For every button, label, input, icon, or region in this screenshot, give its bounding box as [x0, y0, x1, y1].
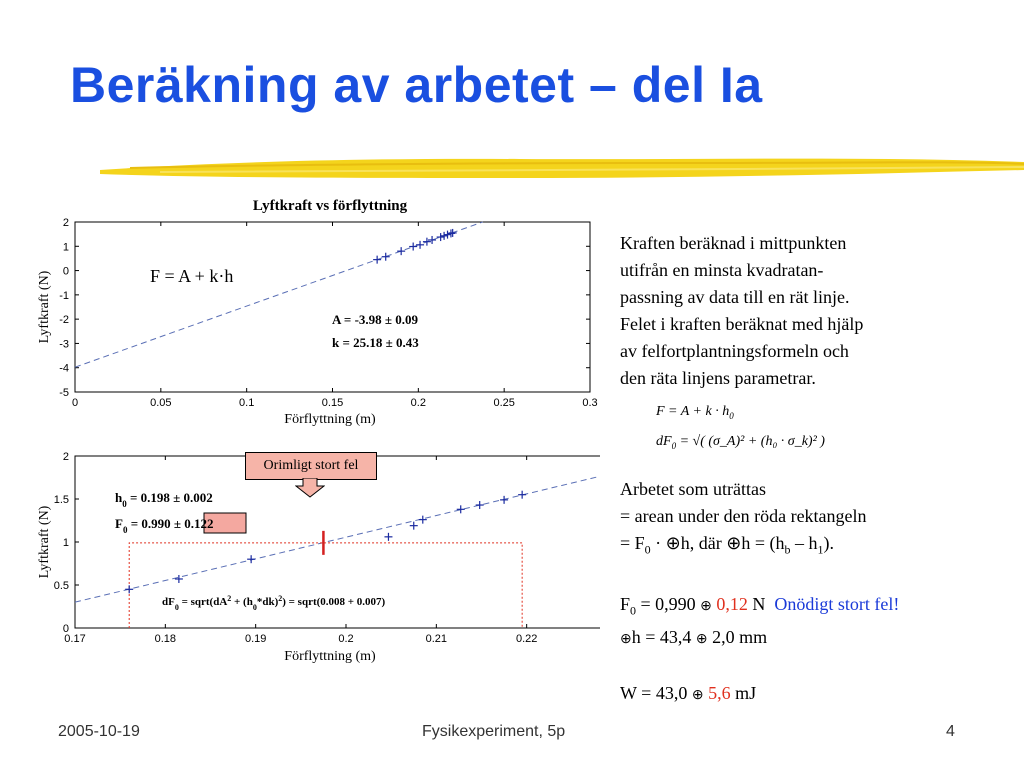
- chart-1-ylabel: Lyftkraft (N): [37, 270, 52, 344]
- y-tick-label: 2: [62, 217, 69, 229]
- y-tick-label: -2: [59, 314, 69, 327]
- explanation-line-6: den räta linjens parametrar.: [620, 368, 816, 388]
- y-tick-label: 0.5: [53, 580, 69, 592]
- chart-2-h0-label: $h_0 = 0.198 \pm 0.002$: [115, 490, 213, 509]
- x-tick-label: 0.2: [338, 633, 354, 645]
- formula-error-propagation: $dF_0$ = √( (σ_A)² + (h₀ · σ_k)² ): [656, 434, 825, 451]
- plus-minus-icon: ⊕: [695, 632, 708, 648]
- chart-2-F0-label: $F_0 = 0.990 \pm 0.122$: [115, 516, 214, 535]
- y-tick-label: -1: [59, 289, 69, 302]
- delta-icon: ⊕: [620, 632, 632, 648]
- footer-page-number: 4: [946, 723, 955, 740]
- x-tick-label: 0.1: [239, 397, 255, 409]
- w-result-line: W = 43,0 ⊕ 5,6 mJ: [620, 683, 757, 704]
- x-tick-label: 0.17: [64, 633, 86, 645]
- chart-2-ylabel: Lyftkraft (N): [37, 505, 52, 579]
- x-tick-label: 0.15: [321, 397, 344, 409]
- x-tick-label: 0.18: [154, 633, 177, 645]
- f0-result-line: $F_0 = 0,990$ ⊕ 0,12 N Onödigt stort fel!: [620, 593, 900, 618]
- x-tick-label: 0.22: [515, 633, 538, 645]
- explanation-line-2: utifrån en minsta kvadratan-: [620, 260, 824, 280]
- y-tick-label: 0: [62, 623, 69, 635]
- y-tick-label: 1: [62, 537, 69, 549]
- plus-minus-icon: ⊕: [691, 688, 704, 704]
- x-tick-label: 0.2: [410, 397, 426, 409]
- y-tick-label: 2: [62, 451, 69, 463]
- chart-2-dF0-label: $dF_0$ = $sqrt(dA^2 + (h_0*dk)^2)$ = sqrt(0.008 + 0.007): [162, 593, 386, 612]
- x-tick-label: 0.05: [150, 397, 172, 409]
- callout-unreasonable-error: Orimligt stort fel: [245, 452, 377, 480]
- y-tick-label: -4: [59, 362, 69, 375]
- y-tick-label: -3: [59, 338, 69, 351]
- y-tick-label: 1: [62, 241, 69, 254]
- footer-date: 2005-10-19: [58, 723, 140, 740]
- chart-1-title: Lyftkraft vs förflyttning: [252, 198, 408, 214]
- work-text: [620, 476, 899, 709]
- chart-1-model-label: F = A + k·h: [150, 266, 234, 286]
- slide-title: Beräkning av arbetet – del Ia: [70, 57, 763, 113]
- chart-1-plot-area: [75, 222, 590, 392]
- explanation-text: [620, 230, 863, 392]
- explanation-line-5: av felfortplantningsformeln och: [620, 341, 849, 361]
- formula-force: $F = A + k \cdot h_0$: [656, 404, 734, 421]
- x-tick-label: 0.3: [582, 397, 598, 409]
- y-tick-label: 1.5: [53, 494, 69, 506]
- x-tick-label: 0: [71, 397, 79, 409]
- work-line-2: = arean under den röda rektangeln: [620, 506, 867, 526]
- y-tick-label: 0: [62, 265, 69, 278]
- chart-1-A-label: A = -3.98 ± 0.09: [332, 312, 419, 327]
- x-tick-label: 0.19: [244, 633, 267, 645]
- plus-minus-icon: ⊕: [700, 598, 712, 614]
- unnecessary-error-note: Onödigt stort fel!: [774, 593, 900, 614]
- explanation-line-4: Felet i kraften beräknat med hjälp: [620, 314, 864, 334]
- explanation-line-1: Kraften beräknad i mittpunkten: [620, 233, 847, 253]
- footer-course: Fysikexperiment, 5p: [422, 723, 566, 740]
- work-line-1: Arbetet som uträttas: [620, 479, 766, 499]
- chart-1-xlabel: Förflyttning (m): [284, 412, 376, 427]
- chart-1-k-label: k = 25.18 ± 0.43: [332, 335, 419, 350]
- chart-2-xlabel: Förflyttning (m): [284, 649, 376, 664]
- x-tick-label: 0.21: [425, 633, 448, 645]
- work-line-3: = $F_0$ · ⊕h, där ⊕h = $(h_b - h_1)$.: [620, 533, 834, 557]
- x-tick-label: 0.25: [493, 397, 515, 409]
- chart-lyftkraft-overview: [30, 190, 600, 430]
- callout-arrow-down-icon: [295, 478, 325, 498]
- dh-result-line: ⊕h = 43,4 ⊕ 2,0 mm: [620, 627, 768, 648]
- decorative-brush-stroke: [100, 148, 1024, 188]
- chart-1-svg: [30, 190, 600, 430]
- explanation-line-3: passning av data till en rät linje.: [620, 287, 850, 307]
- y-tick-label: -5: [59, 387, 69, 399]
